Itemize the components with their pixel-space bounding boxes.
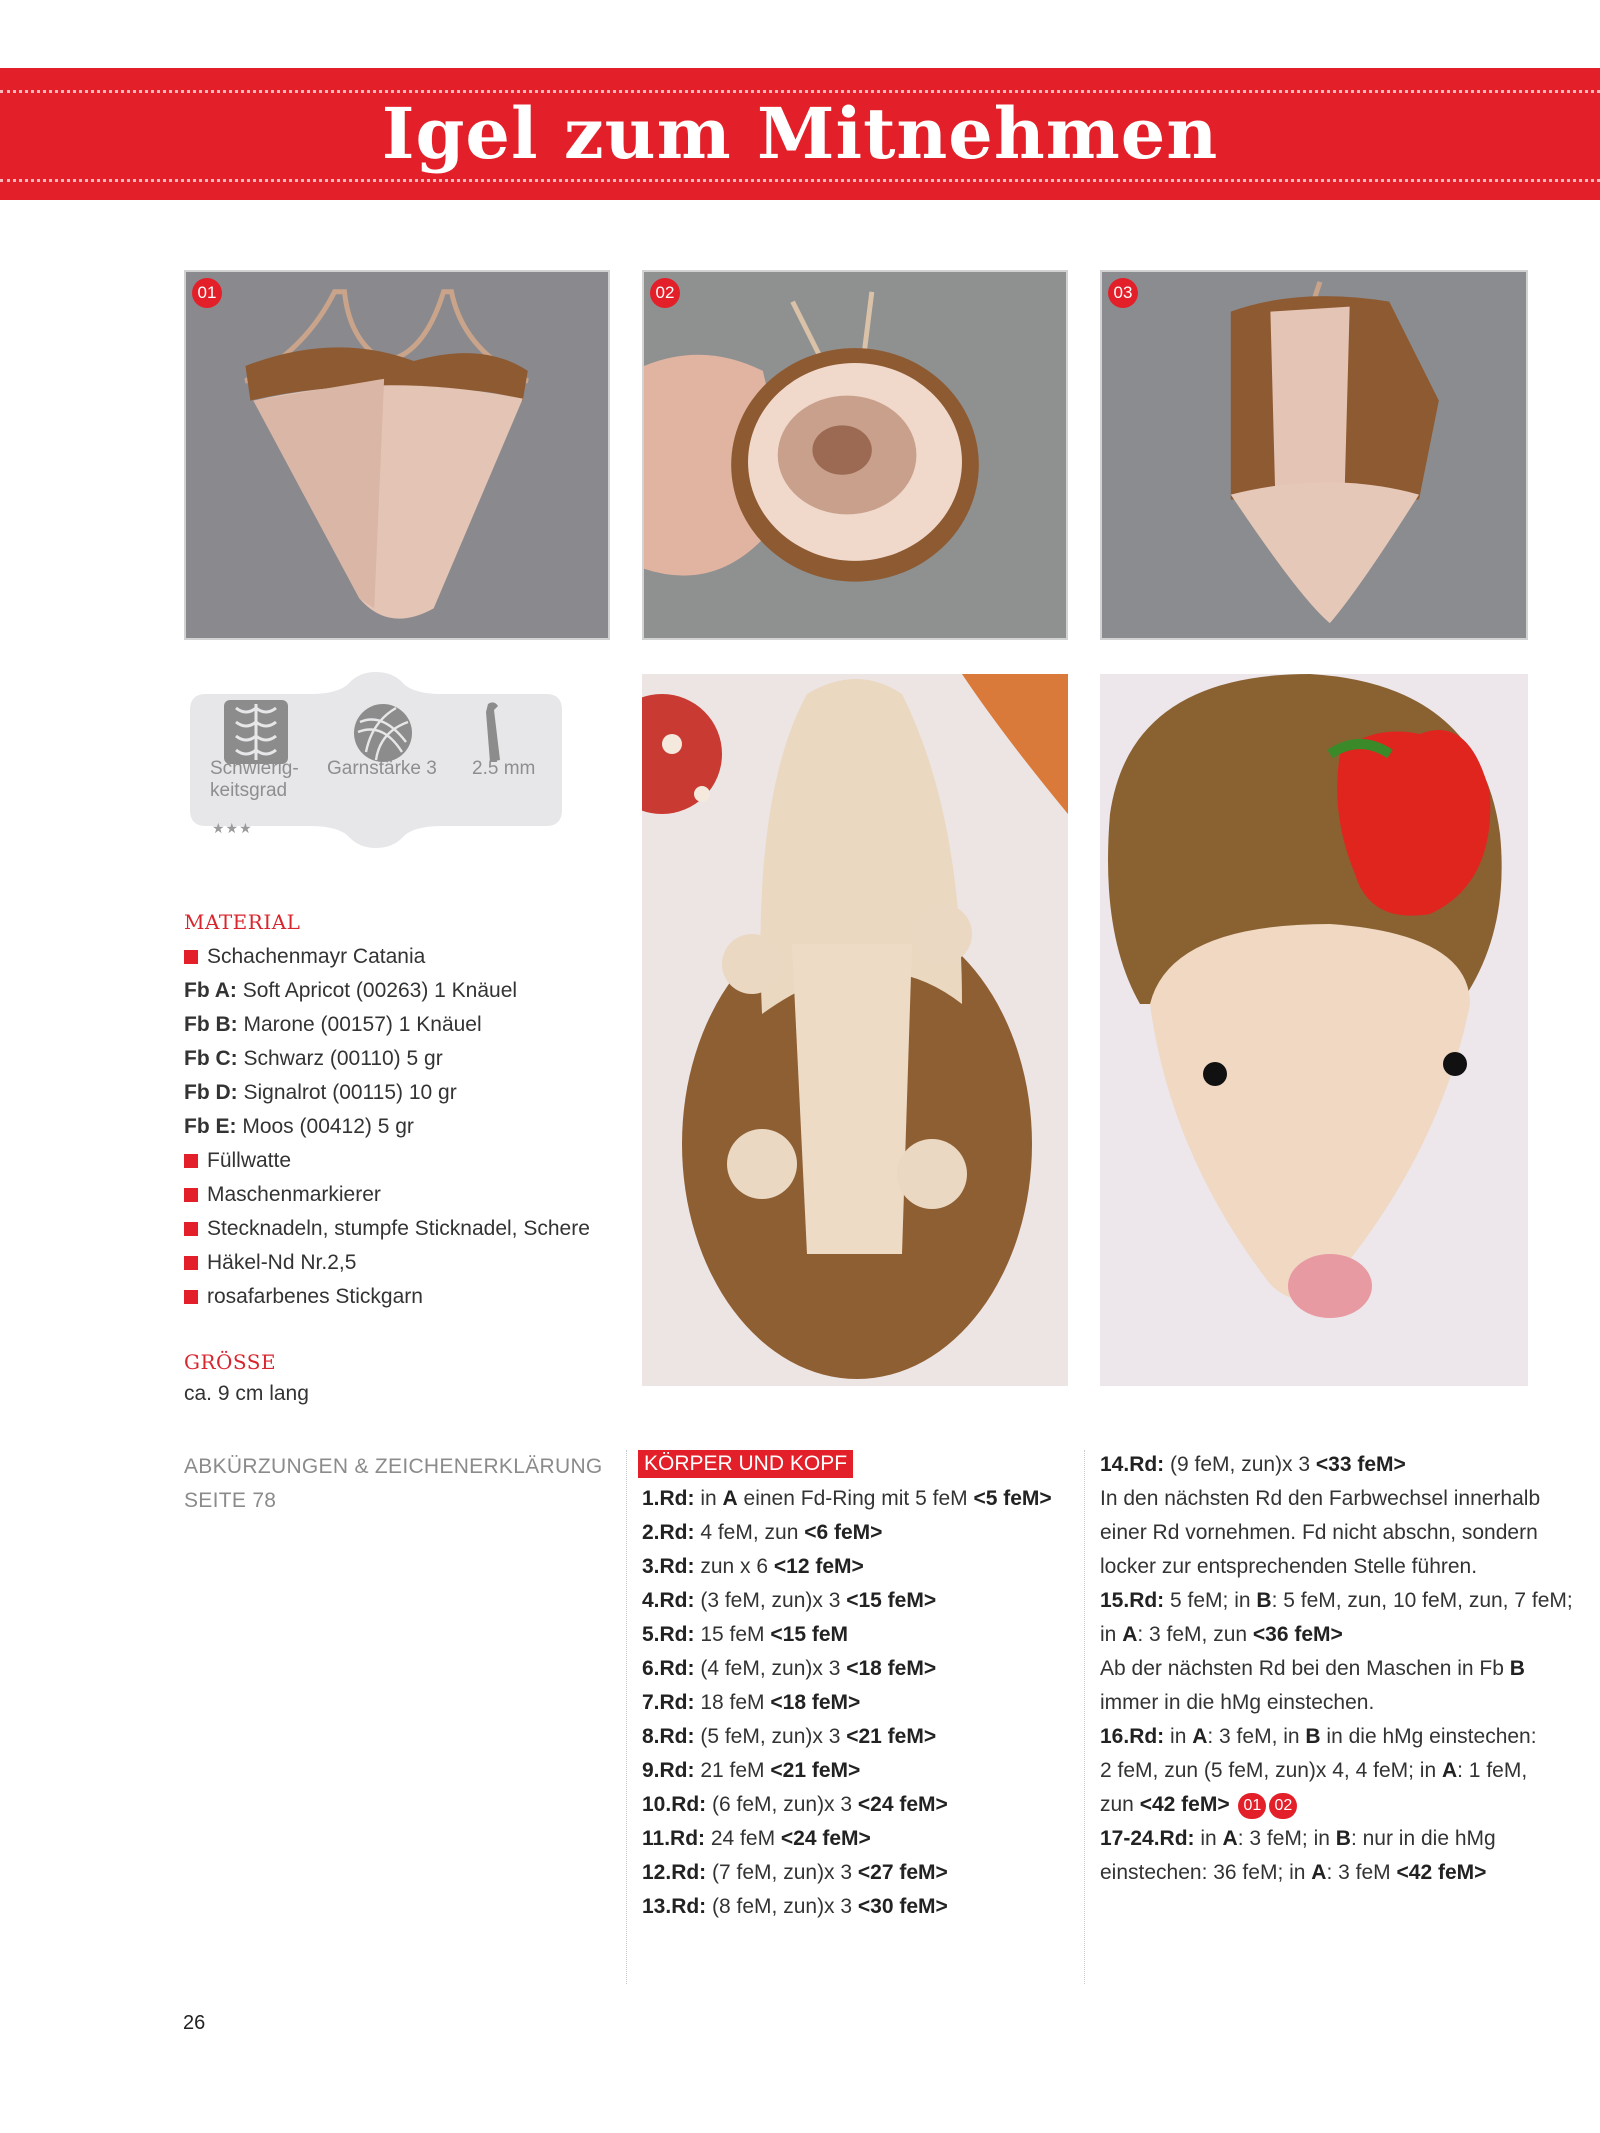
material-list (184, 940, 604, 1314)
step-badge-03: 03 (1108, 278, 1138, 308)
material-item: Fb B: Marone (00157) 1 Knäuel (184, 1013, 482, 1036)
photo-ref-01: 01 (1238, 1793, 1266, 1819)
photo-hedgehog-head-image (1100, 674, 1528, 1386)
material-item: Fb D: Signalrot (00115) 10 gr (184, 1081, 457, 1104)
instruction-row: 11.Rd: 24 feM <24 feM> (642, 1827, 871, 1850)
page-number: 26 (183, 2012, 206, 2034)
photo-step-01 (184, 270, 610, 640)
photo-step-03-image (1102, 272, 1526, 638)
photo-step-03 (1100, 270, 1528, 640)
instructions-column-2 (1100, 1448, 1573, 1890)
column-divider-right (1084, 1450, 1085, 1984)
material-item: Häkel-Nd Nr.2,5 (184, 1246, 604, 1280)
instruction-row: 7.Rd: 18 feM <18 feM> (642, 1691, 861, 1714)
project-info-box (190, 672, 562, 848)
yarn-weight-label: Garnstärke 3 (327, 758, 437, 779)
back-loop-note-line1: Ab der nächsten Rd bei den Maschen in Fb B (1100, 1657, 1525, 1680)
instruction-row: 9.Rd: 21 feM <21 feM> (642, 1759, 861, 1782)
bullet-square-icon (184, 1222, 198, 1236)
material-heading: MATERIAL (184, 910, 301, 934)
instruction-row: 4.Rd: (3 feM, zun)x 3 <15 feM> (642, 1589, 937, 1612)
instruction-row-15-cont: in A: 3 feM, zun <36 feM> (1100, 1623, 1343, 1646)
material-item: Füllwatte (184, 1144, 604, 1178)
material-item: Fb E: Moos (00412) 5 gr (184, 1115, 414, 1138)
section-title: KÖRPER UND KOPF (638, 1450, 853, 1478)
instruction-row-17-24: 17-24.Rd: in A: 3 feM; in B: nur in die hMg (1100, 1827, 1496, 1850)
step-badge-01: 01 (192, 278, 222, 308)
instruction-row-15: 15.Rd: 5 feM; in B: 5 feM, zun, 10 feM, zun, 7 feM; (1100, 1589, 1573, 1612)
crochet-hook-icon (480, 700, 506, 766)
abbreviations-line2: SEITE 78 (184, 1489, 277, 1512)
instruction-row-16: 16.Rd: in A: 3 feM, in B in die hMg einstechen: (1100, 1725, 1537, 1748)
hook-size-label: 2.5 mm (472, 758, 536, 779)
bullet-square-icon (184, 1188, 198, 1202)
column-divider-left (626, 1450, 627, 1984)
bullet-square-icon (184, 1290, 198, 1304)
difficulty-label-line1: Schwierig- (210, 758, 299, 779)
instruction-row: 10.Rd: (6 feM, zun)x 3 <24 feM> (642, 1793, 948, 1816)
photo-step-01-image (186, 272, 608, 638)
photo-ref-02: 02 (1269, 1793, 1297, 1819)
material-item: Schachenmayr Catania (184, 940, 604, 974)
difficulty-stars: ★★★ (212, 820, 253, 836)
photo-hedgehog-underside-image (642, 674, 1068, 1386)
title-banner (0, 68, 1600, 200)
material-item: Fb A: Soft Apricot (00263) 1 Knäuel (184, 979, 518, 1002)
instruction-row: 1.Rd: in A einen Fd-Ring mit 5 feM <5 feM> (642, 1487, 1052, 1510)
instruction-row: 5.Rd: 15 feM <15 feM (642, 1623, 848, 1646)
instruction-row: 13.Rd: (8 feM, zun)x 3 <30 feM> (642, 1895, 948, 1918)
abbreviations-line1: ABKÜRZUNGEN & ZEICHENERKLÄRUNG (184, 1455, 603, 1478)
back-loop-note-line2: immer in die hMg einstechen. (1100, 1691, 1375, 1714)
yarn-ball-icon (352, 702, 414, 764)
instructions-column-1 (642, 1482, 1052, 1924)
color-change-note-line3: locker zur entsprechenden Stelle führen. (1100, 1555, 1478, 1578)
instruction-row-16-end: zun <42 feM> 01 02 (1100, 1788, 1573, 1822)
instruction-row: 6.Rd: (4 feM, zun)x 3 <18 feM> (642, 1657, 937, 1680)
material-item: rosafarbenes Stickgarn (184, 1280, 604, 1314)
bullet-square-icon (184, 950, 198, 964)
instruction-row: 8.Rd: (5 feM, zun)x 3 <21 feM> (642, 1725, 937, 1748)
instruction-row: 12.Rd: (7 feM, zun)x 3 <27 feM> (642, 1861, 948, 1884)
instruction-row-16-cont: 2 feM, zun (5 feM, zun)x 4, 4 feM; in A: 1 feM, (1100, 1759, 1528, 1782)
bullet-square-icon (184, 1154, 198, 1168)
photo-hedgehog-underside (642, 674, 1068, 1386)
material-item: Maschenmarkierer (184, 1178, 604, 1212)
instruction-row-14: 14.Rd: (9 feM, zun)x 3 <33 feM> (1100, 1453, 1406, 1476)
step-badge-02: 02 (650, 278, 680, 308)
knit-stitch-icon (224, 700, 288, 764)
difficulty-label (210, 758, 299, 802)
difficulty-label-line2: keitsgrad (210, 780, 288, 801)
banner-dotted-line-bottom (0, 179, 1600, 182)
photo-hedgehog-head (1100, 674, 1528, 1386)
instruction-row: 2.Rd: 4 feM, zun <6 feM> (642, 1521, 883, 1544)
size-heading: GRÖSSE (184, 1350, 277, 1374)
photo-step-02 (642, 270, 1068, 640)
color-change-note-line1: In den nächsten Rd den Farbwechsel innerhalb (1100, 1487, 1541, 1510)
bullet-square-icon (184, 1256, 198, 1270)
instruction-row-17-24-cont: einstechen: 36 feM; in A: 3 feM <42 feM> (1100, 1861, 1487, 1884)
page-title: Igel zum Mitnehmen (381, 92, 1219, 175)
photo-step-02-image (644, 272, 1066, 638)
material-item: Fb C: Schwarz (00110) 5 gr (184, 1047, 443, 1070)
color-change-note-line2: einer Rd vornehmen. Fd nicht abschn, sondern (1100, 1521, 1538, 1544)
instruction-row: 3.Rd: zun x 6 <12 feM> (642, 1555, 864, 1578)
material-item: Stecknadeln, stumpfe Sticknadel, Schere (184, 1212, 604, 1246)
abbreviations-note (184, 1450, 603, 1518)
size-text: ca. 9 cm lang (184, 1382, 309, 1405)
